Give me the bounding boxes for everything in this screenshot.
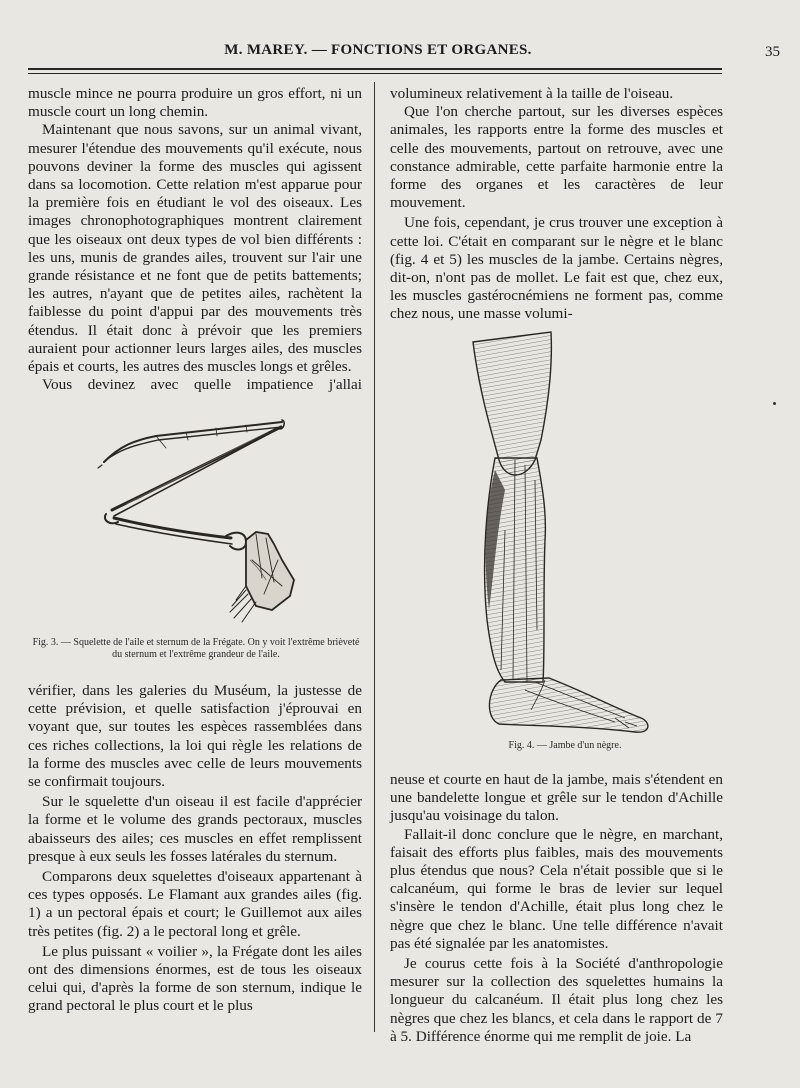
paragraph: Le plus puissant « voilier », la Frégate dont les ailes ont des dimensions énormes, est de tous les oiseaux celui qui, d'après la forme de son sternum, indique le grand pectoral le plus court et le plus [28, 942, 362, 1015]
paragraph: Vous devinez avec quelle impatience j'allai [42, 376, 362, 394]
figure-3-caption: Fig. 3. — Squelette de l'aile et sternum de la Frégate. On y voit l'extrême brièveté du sternum et l'extrême grandeur de l'aile. [32, 637, 360, 660]
right-column-bottom [390, 771, 723, 1046]
left-column-top [28, 85, 362, 394]
right-column-top [390, 85, 723, 324]
paragraph: volumineux relativement à la taille de l'oiseau. [390, 85, 674, 102]
wing-skeleton-illustration [96, 410, 306, 630]
print-speck [773, 402, 776, 405]
figure-4-leg-muscles [465, 330, 665, 735]
paragraph: vérifier, dans les galeries du Muséum, la justesse de cette prévision, et quelle satisfaction j'éprouvai en voyant que, sur toutes les espèces rassemblées dans ces riches collections, la loi qui règle les relations de la forme des muscles avec celle de leurs mouvements se confirmait toujours. [28, 682, 362, 791]
paragraph: Je courus cette fois à la Société d'anthropologie mesurer sur la collection des squelettes humains la longueur du calcanéum. Il était plus long chez les nègres que chez les blancs, et cela dans le rapport de 7 à 5. Différence énorme qui me remplit de joie. La [390, 955, 723, 1045]
header-rule-thin [28, 73, 722, 74]
paragraph: Sur le squelette d'un oiseau il est facile d'apprécier la forme et le volume des grands pectoraux, muscles abaisseurs des ailes; ces muscles en effet remplissent presque à eux seuls les fosses latérales du sternum. [28, 793, 362, 865]
paragraph: neuse et courte en haut de la jambe, mais s'étendent en une bandelette longue et grêle sur le tendon d'Achille jusqu'au voisinage du talon. [390, 771, 723, 825]
figure-3-wing-skeleton [96, 410, 306, 630]
paragraph: Une fois, cependant, je crus trouver une exception à cette loi. C'était en comparant sur le nègre et le blanc (fig. 4 et 5) les muscles de la jambe. Certains nègres, dit-on, n'ont pas de mollet. Le fait est que, chez eux, les muscles gastérocnémiens ne forment pas, comme chez nous, une masse volumi- [390, 214, 723, 323]
paragraph: Que l'on cherche partout, sur les diverses espèces animales, les rapports entre la forme des muscles et celle des mouvements, partout on retrouve, avec une constance admirable, cette parfaite harmonie entre la forme des organes et les caractères de leur mouvement. [390, 103, 723, 212]
header-rule-thick [28, 68, 722, 70]
paragraph: muscle mince ne pourra produire un gros effort, ni un muscle court un long chemin. [28, 85, 362, 121]
paragraph: Maintenant que nous savons, sur un animal vivant, mesurer l'étendue des mouvements qu'il exécute, nous pouvons deviner la forme des muscles qui agissent dans sa locomotion. Cette relation m'est apparue pour la première fois en étudiant le vol des oiseaux. Les images chronophotographiques montrent clairement que les oiseaux ont deux types de vol bien différents : les uns, munis de grandes ailes, trouvent sur l'air une grande résistance et ne font que de petits battements; les autres, n'ayant que de petites ailes, rachètent la faiblesse du point d'appui par des mouvements très étendus. Il était donc à prévoir que les premiers auraient pour actionner leurs larges ailes, des muscles épais et courts, les autres des muscles longs et grêles. [28, 121, 362, 376]
page-title: M. MAREY. — FONCTIONS ET ORGANES. [224, 42, 532, 58]
paragraph: Comparons deux squelettes d'oiseaux appartenant à ces types opposés. Le Flamant aux grandes ailes (fig. 1) a un pectoral épais et court; le Guillemot aux ailes très petites (fig. 2) a le pectoral long et grêle. [28, 868, 362, 940]
figure-4-caption: Fig. 4. — Jambe d'un nègre. [508, 740, 622, 751]
page-header [28, 42, 780, 62]
column-divider [374, 82, 375, 1032]
page-number: 35 [765, 44, 780, 60]
leg-muscle-illustration [465, 330, 665, 735]
left-column-bottom [28, 682, 362, 1016]
paragraph: Fallait-il donc conclure que le nègre, en marchant, faisait des efforts plus faibles, mais des mouvements plus étendus que nous? Cela n'était possible que si le calcanéum, qui forme le bras de levier sur lequel s'insère le tendon d'Achille, était plus long chez le nègre que chez le blanc. Une telle différence n'avait pas été signalée par les anatomistes. [390, 825, 723, 952]
